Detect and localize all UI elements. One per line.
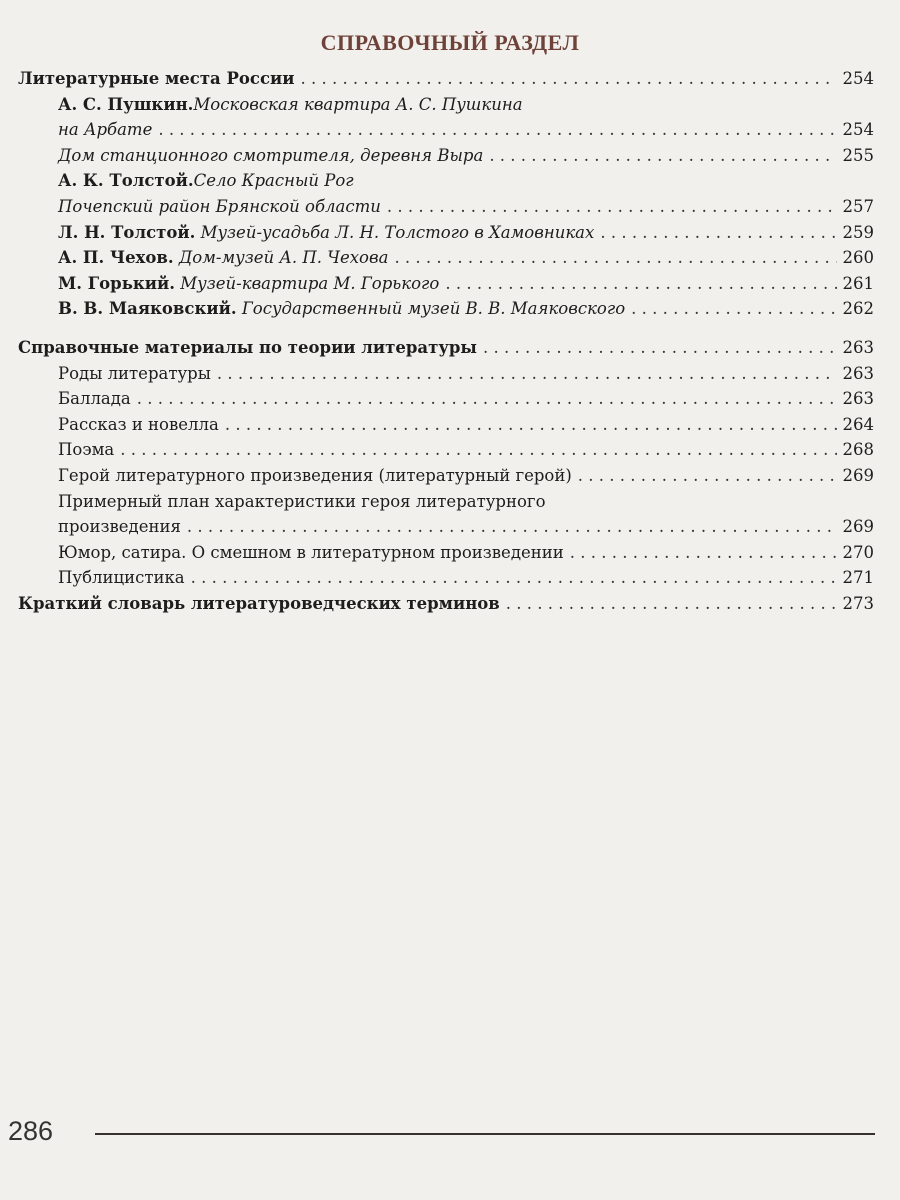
toc-entry[interactable] (18, 66, 874, 92)
toc-line (18, 463, 874, 489)
leader-dots (600, 220, 836, 246)
entry-text: Поэма (58, 440, 115, 460)
toc-line (18, 143, 874, 169)
leader-dots (158, 117, 836, 143)
toc-entry[interactable] (18, 437, 874, 463)
toc-line (18, 591, 874, 617)
toc-entry[interactable] (18, 386, 874, 412)
toc-line (18, 386, 874, 412)
entry-author: А. С. Пушкин. (58, 94, 194, 114)
entry-text: Юмор, сатира. О смешном в литературном произведении (58, 542, 564, 562)
entry-page-number: 257 (842, 196, 874, 216)
toc-entry[interactable] (18, 591, 874, 617)
entry-title: Музей-усадьба Л. Н. Толстого в Хамовниках (200, 222, 595, 242)
toc-line (18, 514, 874, 540)
entry-title: на Арбате (58, 120, 153, 140)
entry-page-number: 261 (842, 273, 874, 293)
entry-text: Роды литературы (58, 363, 211, 383)
toc-line (18, 92, 874, 118)
toc-entry[interactable] (18, 565, 874, 591)
toc-entry[interactable] (18, 271, 874, 297)
entry-page-number: 263 (842, 389, 874, 409)
leader-dots (483, 335, 837, 361)
entry-title: Музей-квартира М. Горького (180, 273, 440, 293)
leader-dots (120, 437, 836, 463)
entry-page-number: 264 (842, 414, 874, 434)
toc-entry[interactable] (18, 361, 874, 387)
entry-title: Дом станционного смотрителя, деревня Выра (58, 145, 484, 165)
toc-entry[interactable] (18, 489, 874, 540)
toc-entry[interactable] (18, 168, 874, 219)
leader-dots (489, 143, 836, 169)
leader-dots (217, 361, 837, 387)
leader-dots (445, 271, 836, 297)
toc-line (18, 335, 874, 361)
entry-page-number: 268 (842, 440, 874, 460)
page-number: 286 (8, 1116, 54, 1146)
leader-dots (631, 296, 836, 322)
entry-title: Село Красный Рог (193, 171, 354, 191)
toc-line (18, 271, 874, 297)
entry-text: Примерный план характеристики героя литературного (58, 491, 546, 511)
entry-author: М. Горький. (58, 273, 176, 293)
toc-entry[interactable] (18, 296, 874, 322)
toc-line (18, 540, 874, 566)
entry-page-number: 271 (842, 568, 874, 588)
toc-entry[interactable] (18, 540, 874, 566)
entry-page-number: 273 (842, 593, 874, 613)
leader-dots (187, 514, 837, 540)
entry-page-number: 254 (842, 69, 874, 88)
entry-page-number: 270 (842, 542, 874, 562)
toc-entry[interactable] (18, 412, 874, 438)
table-of-contents (18, 66, 874, 616)
entry-page-number: 260 (842, 248, 874, 268)
entry-text: произведения (58, 517, 181, 537)
entry-title: Московская квартира А. С. Пушкина (193, 94, 523, 114)
toc-line (18, 412, 874, 438)
toc-line (18, 117, 874, 143)
toc-line (18, 168, 874, 194)
toc-line (18, 489, 874, 515)
leader-dots (394, 245, 836, 271)
leader-dots (387, 194, 837, 220)
leader-dots (570, 540, 837, 566)
toc-entry[interactable] (18, 335, 874, 361)
entry-title: Дом-музей А. П. Чехова (178, 248, 389, 268)
entry-text: Рассказ и новелла (58, 414, 219, 434)
toc-entry[interactable] (18, 220, 874, 246)
entry-page-number: 263 (842, 363, 874, 383)
entry-text: Герой литературного произведения (литературный герой) (58, 465, 572, 485)
toc-line (18, 245, 874, 271)
section-title: СПРАВОЧНЫЙ РАЗДЕЛ (320, 30, 580, 55)
leader-dots (191, 565, 837, 591)
entry-page-number: 259 (842, 222, 874, 242)
leader-dots (506, 591, 837, 617)
toc-entry[interactable] (18, 245, 874, 271)
entry-page-number: 255 (842, 145, 874, 165)
entry-author: Л. Н. Толстой. (58, 222, 196, 242)
toc-line (18, 361, 874, 387)
entry-title: Государственный музей В. В. Маяковского (241, 299, 626, 319)
entry-author: Краткий словарь литературоведческих терминов (18, 593, 500, 613)
entry-page-number: 262 (842, 299, 874, 319)
leader-dots (578, 463, 837, 489)
entry-author: Справочные материалы по теории литературы (18, 337, 477, 357)
footer-rule (95, 1133, 875, 1135)
entry-title: Почепский район Брянской области (58, 196, 381, 216)
toc-line (18, 194, 874, 220)
leader-dots (225, 412, 837, 438)
entry-page-number: 254 (842, 120, 874, 140)
entry-text: Публицистика (58, 568, 185, 588)
toc-line (18, 66, 874, 92)
toc-line (18, 296, 874, 322)
entry-text: Баллада (58, 389, 131, 409)
entry-author: А. П. Чехов. (58, 248, 174, 268)
entry-author: А. К. Толстой. (58, 171, 194, 191)
entry-page-number: 263 (842, 337, 874, 357)
entry-page-number: 269 (842, 465, 874, 485)
leader-dots (300, 66, 836, 92)
toc-line (18, 565, 874, 591)
entry-page-number: 269 (842, 517, 874, 537)
entry-author: Литературные места России (18, 69, 295, 88)
entry-author: В. В. Маяковский. (58, 299, 237, 319)
leader-dots (137, 386, 837, 412)
toc-line (18, 437, 874, 463)
toc-entry[interactable] (18, 143, 874, 169)
toc-line (18, 220, 874, 246)
toc-entry[interactable] (18, 92, 874, 143)
toc-entry[interactable] (18, 463, 874, 489)
